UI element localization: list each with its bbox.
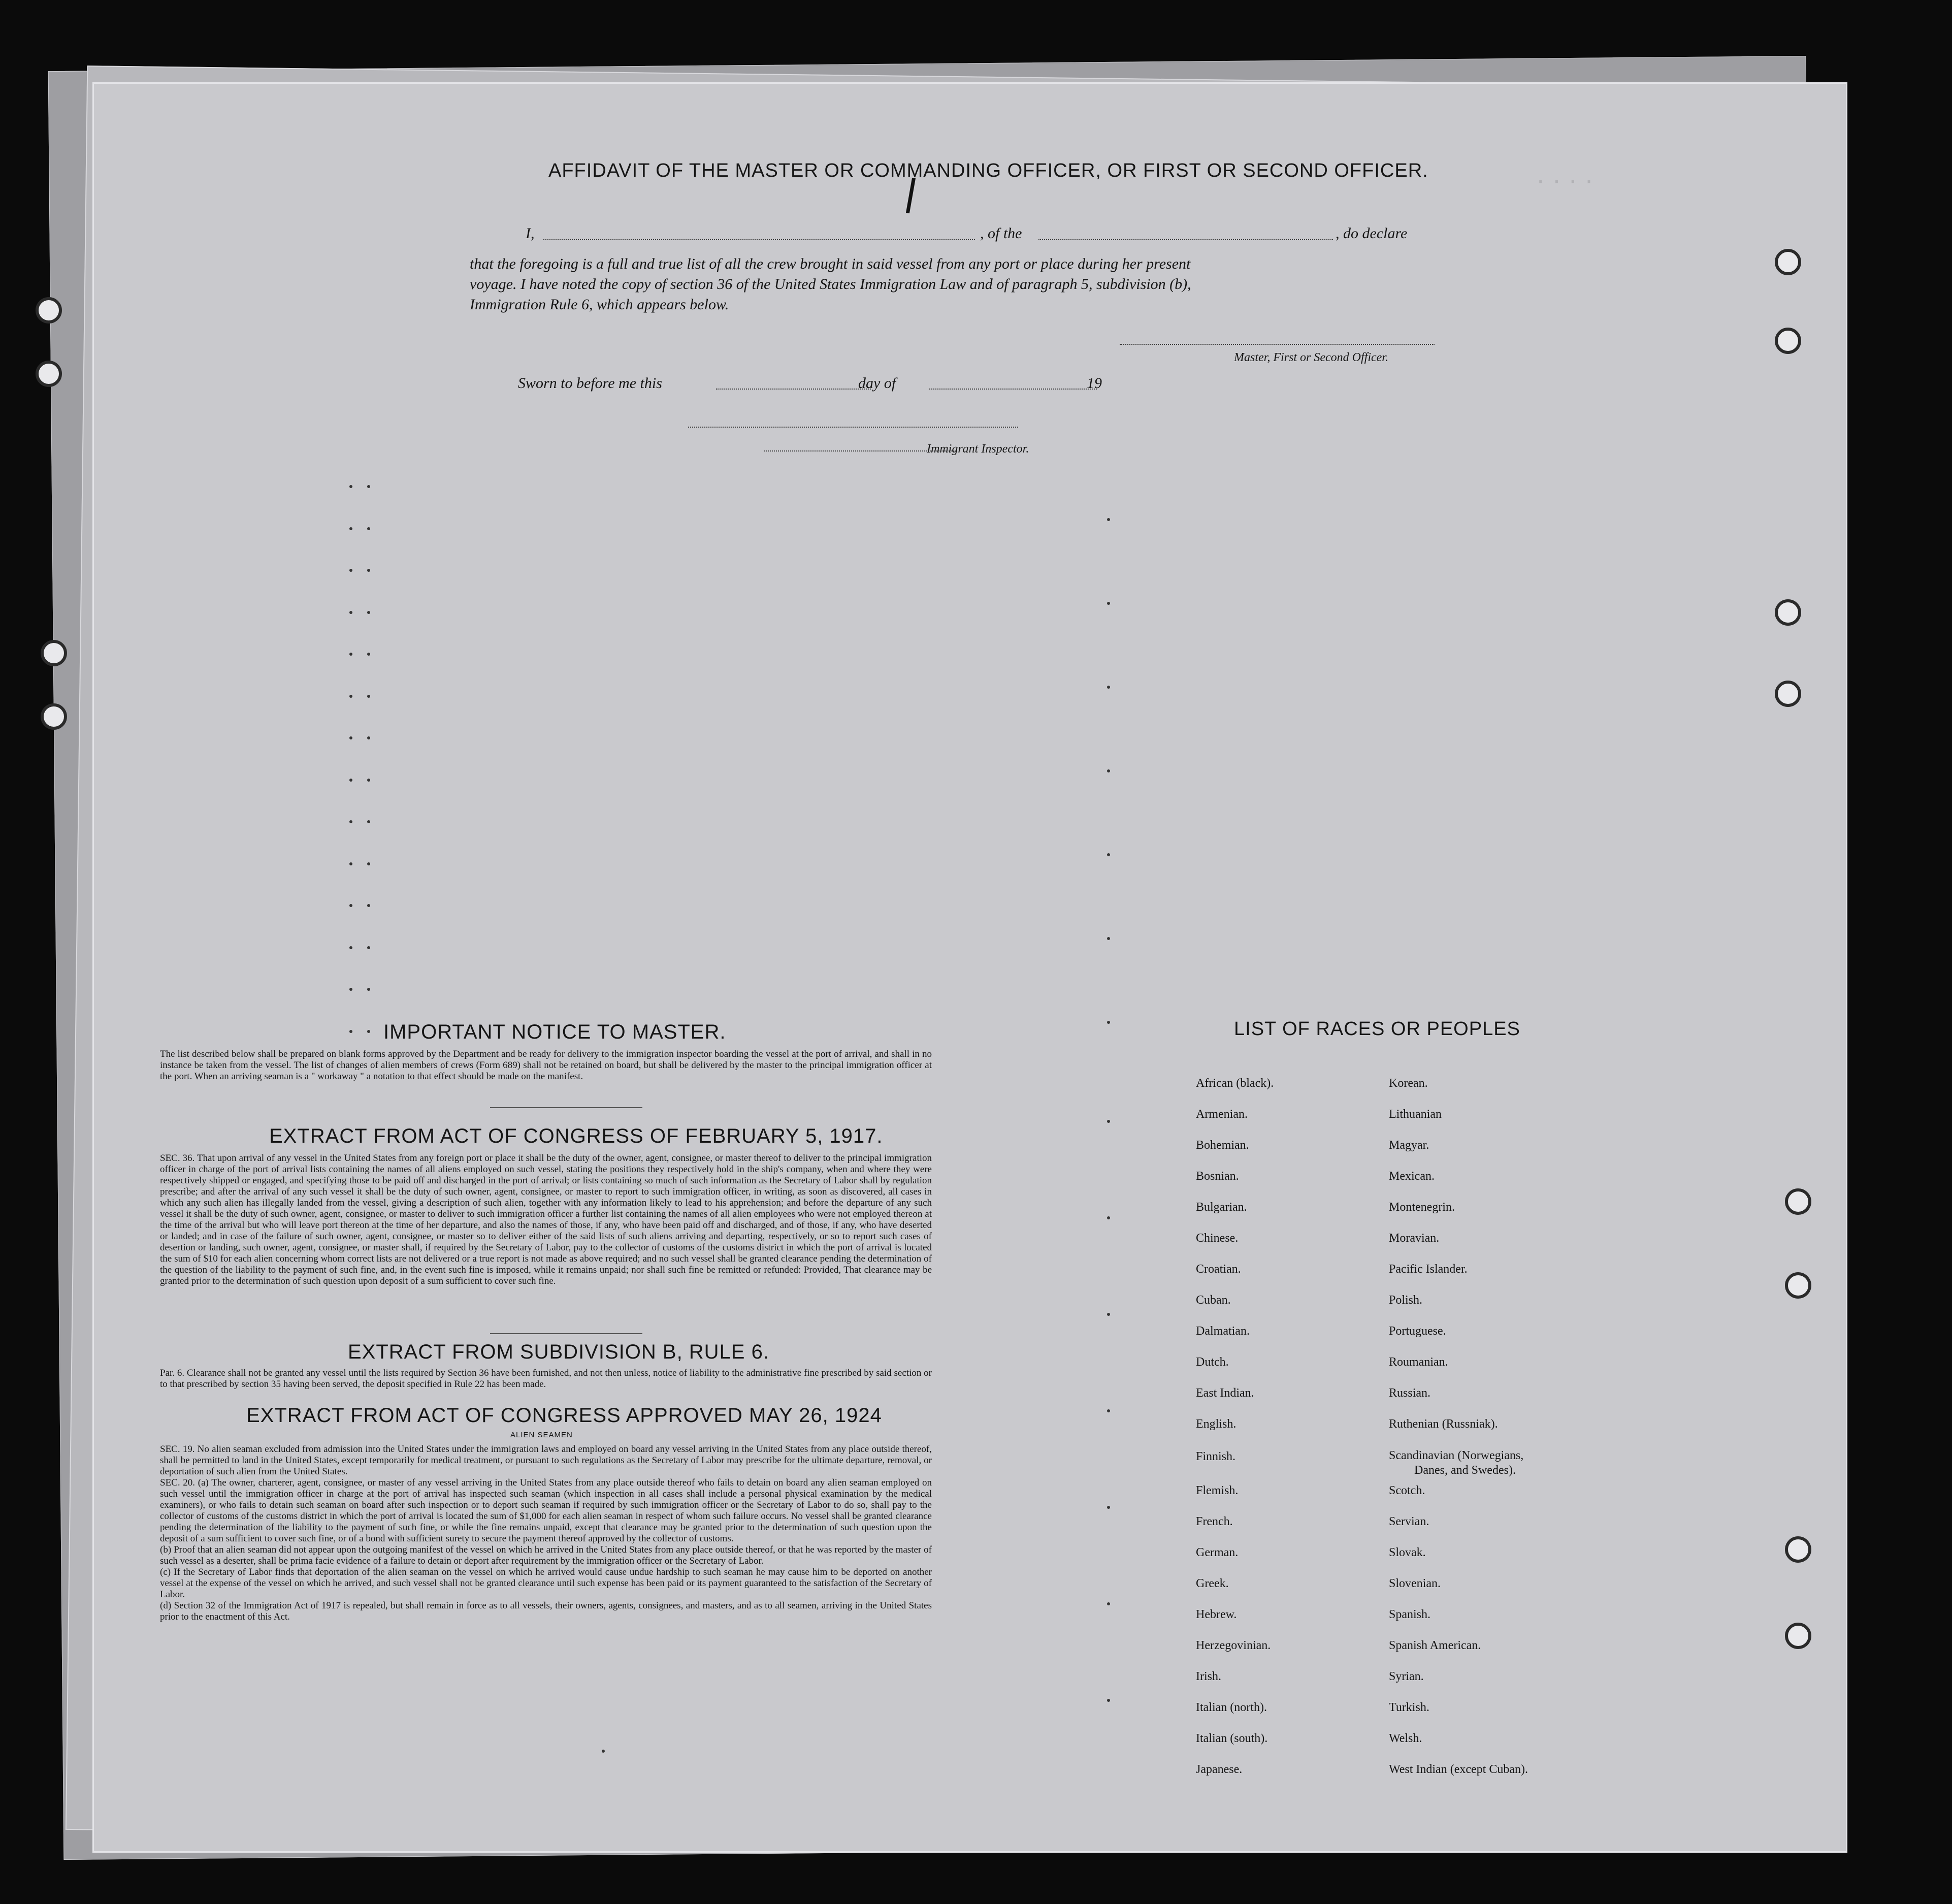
race-item: Italian (south).	[1196, 1732, 1268, 1745]
binder-hole	[1785, 1188, 1811, 1215]
race-item: Cuban.	[1196, 1294, 1231, 1307]
race-item: Armenian.	[1196, 1108, 1248, 1121]
binder-hole	[36, 297, 62, 324]
race-item: Servian.	[1389, 1515, 1429, 1528]
binder-hole	[1775, 249, 1801, 275]
extract-rule6-text: Par. 6. Clearance shall not be granted any vessel until the lists required by Section 36 have been furnished, and not then unless, notice of liability to the administrative fine prescribed by said section or to that prescribed by section 35 having been served, the deposit specified in Rule 22 has been made.	[160, 1368, 932, 1390]
print-dot	[349, 611, 352, 614]
year-prefix: 19	[1087, 375, 1102, 392]
race-item: Korean.	[1389, 1077, 1428, 1090]
print-dot	[367, 946, 370, 949]
binder-hole	[1785, 1536, 1811, 1563]
print-dot	[349, 904, 352, 907]
extract-1917-text: SEC. 36. That upon arrival of any vessel in the United States from any foreign port or place it shall be the duty of the owner, agent, consignee, or master thereof to deliver to the principal immigration officer in charge of the port of arrival lists containing the names of all aliens employed on such vessel, stating the positions they respectively hold in the ship's company, when and where they were respectively shipped or engaged, and specifying those to be paid off and discharged in the port of arrival; or lists containing so much of such information as the Secretary of Labor shall by regulation prescribe; and after the arrival of any such vessel it shall be the duty of such owner, agent, consignee, or master to report to such immigration officer, in writing, as soon as discovered, all cases in which any such alien has illegally landed from the vessel, giving a description of such alien, together with any information likely to lead to his apprehension; and before the departure of any such vessel it shall be the duty of such owner, agent, consignee, or master to deliver to such immigration officer a further list containing the names of all alien employees who were not employed thereon at the time of the arrival but who will leave port thereon at the time of her departure, and also the names of those, if any, who have been paid off and discharged, and of those, if any, who have deserted or landed; and in case of the failure of such owner, agent, consignee, or master so to deliver either of the said lists of such aliens arriving and departing, respectively, or so to report such cases of desertion or landing, such owner, agent, consignee, or master shall, if required by the Secretary of Labor, pay to the collector of customs of the customs district in which the port of arrival is located the sum of $10 for each alien concerning whom correct lists are not delivered or a true report is not made as above required; and no such vessel shall be granted clearance pending the determination of the question of the liability to the payment of such fine, and, in the event such fine is imposed, while it remains unpaid; nor shall such fine be remitted or refunded: Provided, That clearance may be granted prior to the determination of such question upon deposit of a sum sufficient to cover such fine.	[160, 1153, 932, 1286]
print-dot	[367, 527, 370, 530]
race-item: East Indian.	[1196, 1386, 1254, 1400]
race-item: Spanish American.	[1389, 1639, 1481, 1652]
race-item: Turkish.	[1389, 1701, 1429, 1714]
print-dot	[367, 569, 370, 572]
race-item: Dalmatian.	[1196, 1325, 1250, 1338]
race-item: Chinese.	[1196, 1232, 1239, 1245]
print-dot	[367, 820, 370, 823]
print-dot	[1107, 1021, 1110, 1024]
day-of-label: day of	[858, 375, 896, 392]
affidavit-body-3: Immigration Rule 6, which appears below.	[470, 296, 729, 313]
race-item: Croatian.	[1196, 1263, 1241, 1276]
affidavit-declare-label: , do declare	[1336, 225, 1408, 242]
race-item: Scotch.	[1389, 1484, 1425, 1497]
print-dot	[1107, 853, 1110, 856]
race-item: Welsh.	[1389, 1732, 1422, 1745]
bleed-through-mark: · · · ·	[1536, 166, 1593, 195]
race-item: English.	[1196, 1417, 1237, 1431]
race-item: Bohemian.	[1196, 1139, 1249, 1152]
print-dot	[1107, 602, 1110, 605]
print-dot	[367, 904, 370, 907]
print-dot	[349, 862, 352, 865]
races-title: LIST OF RACES OR PEOPLES	[1234, 1018, 1520, 1040]
print-dot	[367, 611, 370, 614]
race-item: Flemish.	[1196, 1484, 1239, 1497]
race-item: Lithuanian	[1389, 1108, 1442, 1121]
notice-text: The list described below shall be prepared on blank forms approved by the Department and be ready for delivery to the immigration inspector boarding the vessel at the port of arrival, and shall in no instance be taken from the vessel. The list of changes of alien members of crews (Form 689) shall not be retained on board, but shall be delivered by the master to the principal immigration officer at the port. When an arriving seaman is a " workaway " a notation to that effect should be made on the manifest.	[160, 1049, 932, 1082]
extract-rule6-title: EXTRACT FROM SUBDIVISION B, RULE 6.	[348, 1341, 769, 1363]
print-dot	[349, 527, 352, 530]
binder-hole	[1775, 599, 1801, 626]
binder-hole	[1785, 1272, 1811, 1299]
print-dot	[602, 1750, 605, 1753]
race-item: Moravian.	[1389, 1232, 1440, 1245]
race-item: African (black).	[1196, 1077, 1274, 1090]
print-dot	[349, 946, 352, 949]
print-dot	[1107, 769, 1110, 772]
section-divider	[490, 1107, 642, 1108]
binder-hole	[1785, 1623, 1811, 1649]
race-item: Japanese.	[1196, 1763, 1243, 1776]
race-item: French.	[1196, 1515, 1233, 1528]
extract-1924-subtitle: ALIEN SEAMEN	[510, 1431, 573, 1439]
sworn-day-line	[716, 389, 871, 390]
race-item: Mexican.	[1389, 1170, 1435, 1183]
print-dot	[367, 653, 370, 656]
print-dot	[1107, 1506, 1110, 1509]
race-item-continued: Danes, and Swedes).	[1414, 1464, 1516, 1477]
print-dot	[367, 779, 370, 782]
handwritten-mark	[906, 178, 916, 213]
section-divider	[490, 1333, 642, 1334]
race-item: Russian.	[1389, 1386, 1431, 1400]
extract-1924-title: EXTRACT FROM ACT OF CONGRESS APPROVED MAY 26, 1924	[246, 1404, 882, 1427]
notice-title: IMPORTANT NOTICE TO MASTER.	[383, 1021, 726, 1043]
race-item: Hebrew.	[1196, 1608, 1237, 1621]
print-dot	[367, 988, 370, 991]
race-item: Finnish.	[1196, 1450, 1236, 1463]
affidavit-body-1: that the foregoing is a full and true list of all the crew brought in said vessel from any port or place during her present	[470, 255, 1191, 272]
print-dot	[349, 1030, 352, 1033]
race-item: Spanish.	[1389, 1608, 1431, 1621]
print-dot	[1107, 1120, 1110, 1123]
affiant-name-line	[543, 239, 975, 240]
race-item: German.	[1196, 1546, 1239, 1559]
race-item: Slovak.	[1389, 1546, 1426, 1559]
master-signature-line	[1120, 344, 1435, 345]
race-item: Italian (north).	[1196, 1701, 1267, 1714]
race-item: Greek.	[1196, 1577, 1229, 1590]
race-item: Bosnian.	[1196, 1170, 1239, 1183]
race-item: Irish.	[1196, 1670, 1221, 1683]
binder-hole	[1775, 681, 1801, 707]
print-dot	[1107, 518, 1110, 521]
print-dot	[349, 695, 352, 698]
inspector-top-line	[688, 427, 1018, 428]
print-dot	[1107, 1216, 1110, 1219]
print-dot	[1107, 1313, 1110, 1316]
extract-1924-sec20b: (b) Proof that an alien seaman did not appear upon the outgoing manifest of the vessel on which he arrived in the United States from any place outside thereof, or that he was reported by the master of such vessel as a deserter, shall be prima facie evidence of a failure to detain or deport after requirement by the immigration officer or the Secretary of Labor.	[160, 1544, 932, 1566]
binder-hole	[1775, 328, 1801, 354]
affidavit-body-2: voyage. I have noted the copy of section 36 of the United States Immigration Law and of paragraph 5, subdivision (b),	[470, 276, 1191, 293]
document-page	[94, 84, 1846, 1851]
extract-1924-sec20c: (c) If the Secretary of Labor finds that deportation of the alien seaman on the vessel on which he arrived would cause undue hardship to such seaman he may cause him to be deported on another vessel at the expense of the vessel on which he arrived, and such vessel shall not be granted clearance until such expense has been paid or its payment guaranteed to the satisfaction of the Secretary of Labor.	[160, 1567, 932, 1600]
print-dot	[349, 820, 352, 823]
race-item: Polish.	[1389, 1294, 1423, 1307]
print-dot	[349, 779, 352, 782]
print-dot	[1107, 1409, 1110, 1412]
race-item: Montenegrin.	[1389, 1201, 1455, 1214]
race-item: Roumanian.	[1389, 1356, 1448, 1369]
binder-hole	[41, 640, 67, 666]
affidavit-of-the-label: , of the	[980, 225, 1022, 242]
print-dot	[367, 862, 370, 865]
race-item: Portuguese.	[1389, 1325, 1446, 1338]
race-item: Bulgarian.	[1196, 1201, 1247, 1214]
print-dot	[367, 485, 370, 488]
race-item: Ruthenian (Russniak).	[1389, 1417, 1498, 1431]
print-dot	[1107, 1699, 1110, 1702]
extract-1924-sec20d: (d) Section 32 of the Immigration Act of 1917 is repealed, but shall remain in force as to all vessels, their owners, agents, consignees, and masters, and as to all seamen, arriving in the United States prior to the enactment of this Act.	[160, 1600, 932, 1622]
print-dot	[349, 485, 352, 488]
print-dot	[1107, 686, 1110, 689]
print-dot	[349, 988, 352, 991]
affidavit-i-label: I,	[526, 225, 535, 242]
print-dot	[1107, 1602, 1110, 1605]
print-dot	[349, 736, 352, 739]
sworn-month-line	[929, 389, 1097, 390]
print-dot	[349, 569, 352, 572]
print-dot	[367, 736, 370, 739]
print-dot	[367, 695, 370, 698]
extract-1924-sec20a: SEC. 20. (a) The owner, charterer, agent, consignee, or master of any vessel arriving in the United States from any place outside thereof who fails to detain on board any alien seaman employed on such vessel until the immigration officer in charge at the port of arrival has inspected such seaman (which inspection in all cases shall include a personal physical examination by the medical examiners), or who fails to detain such seaman on board after such inspection or to deport such seaman if required by such immigration officer or the Secretary of Labor to do so, shall pay to the collector of customs of the customs district in which the port of arrival is located the sum of $1,000 for each alien seaman in respect of whom such failure occurs. No vessel shall be granted clearance pending the determination of the liability to the payment of such fine, or while the fine remains unpaid, except that clearance may be granted prior to the determination of such question upon the deposit of a sum sufficient to cover such fine, or of a bond with sufficient surety to secure the payment thereof approved by the collector of customs.	[160, 1477, 932, 1544]
print-dot	[367, 1030, 370, 1033]
race-item: Magyar.	[1389, 1139, 1429, 1152]
affidavit-title: AFFIDAVIT OF THE MASTER OR COMMANDING OFFICER, OR FIRST OR SECOND OFFICER.	[548, 160, 1428, 181]
print-dot	[1107, 937, 1110, 940]
print-dot	[349, 653, 352, 656]
race-item: Dutch.	[1196, 1356, 1229, 1369]
sworn-label: Sworn to before me this	[518, 375, 662, 392]
binder-hole	[36, 361, 62, 387]
vessel-name-line	[1038, 239, 1333, 240]
master-signature-label: Master, First or Second Officer.	[1234, 351, 1388, 364]
race-item: West Indian (except Cuban).	[1389, 1763, 1528, 1776]
inspector-label: Immigrant Inspector.	[927, 442, 1029, 456]
extract-1917-title: EXTRACT FROM ACT OF CONGRESS OF FEBRUARY 5, 1917.	[269, 1125, 883, 1147]
race-item: Pacific Islander.	[1389, 1263, 1468, 1276]
race-item: Scandinavian (Norwegians,	[1389, 1449, 1524, 1462]
extract-1924-sec19: SEC. 19. No alien seaman excluded from admission into the United States under the immigration laws and employed on board any vessel arriving in the United States from any place outside thereof, shall be permitted to land in the United States, except temporarily for medical treatment, or pursuant to such regulations as the Secretary of Labor may prescribe for the ultimate departure, removal, or deportation of such alien from the United States.	[160, 1444, 932, 1477]
binder-hole	[41, 703, 67, 730]
race-item: Herzegovinian.	[1196, 1639, 1271, 1652]
race-item: Syrian.	[1389, 1670, 1424, 1683]
race-item: Slovenian.	[1389, 1577, 1441, 1590]
